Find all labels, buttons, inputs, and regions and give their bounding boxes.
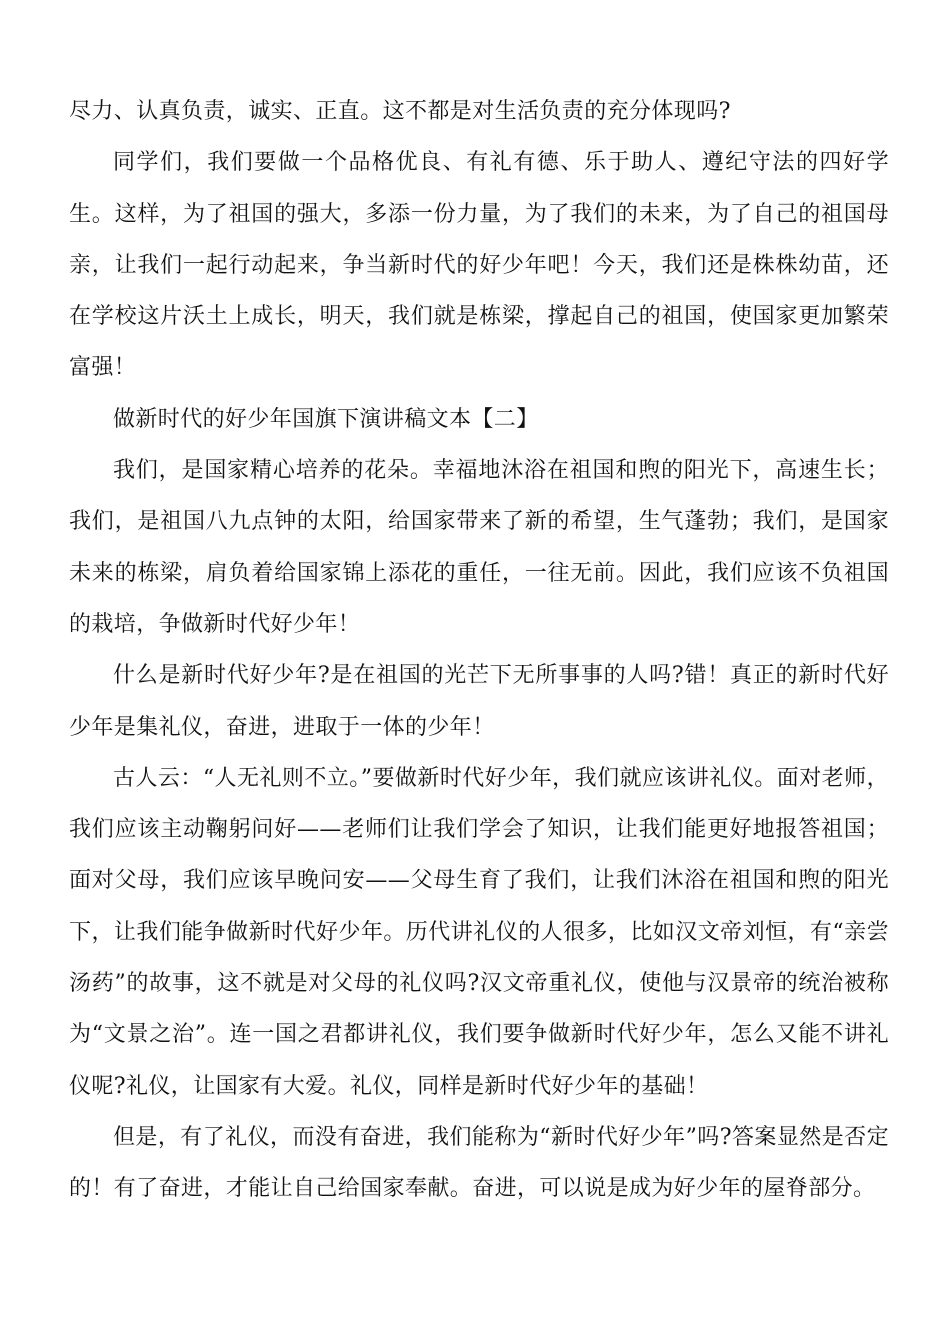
section-heading: 做新时代的好少年国旗下演讲稿文本【二】 (113, 406, 539, 432)
paragraph-continuation: 尽力、认真负责，诚实、正直。这不都是对生活负责的充分体现吗? (69, 99, 731, 124)
paragraph-progress: 但是，有了礼仪，而没有奋进，我们能称为“新时代好少年”吗?答案显然是否定的！有了奋进，才能让自己给国家奉献。奋进，可以说是成为好少年的屋脊部分。 (69, 1124, 889, 1202)
paragraph-flowers: 我们，是国家精心培养的花朵。幸福地沐浴在祖国和煦的阳光下，高速生长；我们，是祖国八九点钟的太阳，给国家带来了新的希望，生气蓬勃；我们，是国家未来的栋梁，肩负着给国家锦上添花的重任，一往无前。因此，我们应该不负祖国的栽培，争做新时代好少年！ (69, 458, 889, 637)
paragraph-etiquette: 古人云：“人无礼则不立。”要做新时代好少年，我们就应该讲礼仪。面对老师，我们应该主动鞠躬问好——老师们让我们学会了知识，让我们能更好地报答祖国；面对父母，我们应该早晚问安——父母生育了我们，让我们沐浴在祖国和煦的阳光下，让我们能争做新时代好少年。历代讲礼仪的人很多，比如汉文帝刘恒，有“亲尝汤药”的故事，这不就是对父母的礼仪吗?汉文帝重礼仪，使他与汉景帝的统治被称为“文景之治”。连一国之君都讲礼仪，我们要争做新时代好少年，怎么又能不讲礼仪呢?礼仪，让国家有大爱。礼仪，同样是新时代好少年的基础！ (69, 765, 889, 1099)
paragraph-classmates: 同学们，我们要做一个品格优良、有礼有德、乐于助人、遵纪守法的四好学生。这样，为了祖国的强大，多添一份力量，为了我们的未来，为了自己的祖国母亲，让我们一起行动起来，争当新时代的好少年吧！今天，我们还是株株幼苗，还在学校这片沃土上成长，明天，我们就是栋梁，撑起自己的祖国，使国家更加繁荣富强！ (69, 150, 889, 381)
document-body (69, 86, 889, 1215)
paragraph-what-is: 什么是新时代好少年?是在祖国的光芒下无所事事的人吗?错！真正的新时代好少年是集礼仪，奋进，进取于一体的少年！ (69, 663, 889, 740)
